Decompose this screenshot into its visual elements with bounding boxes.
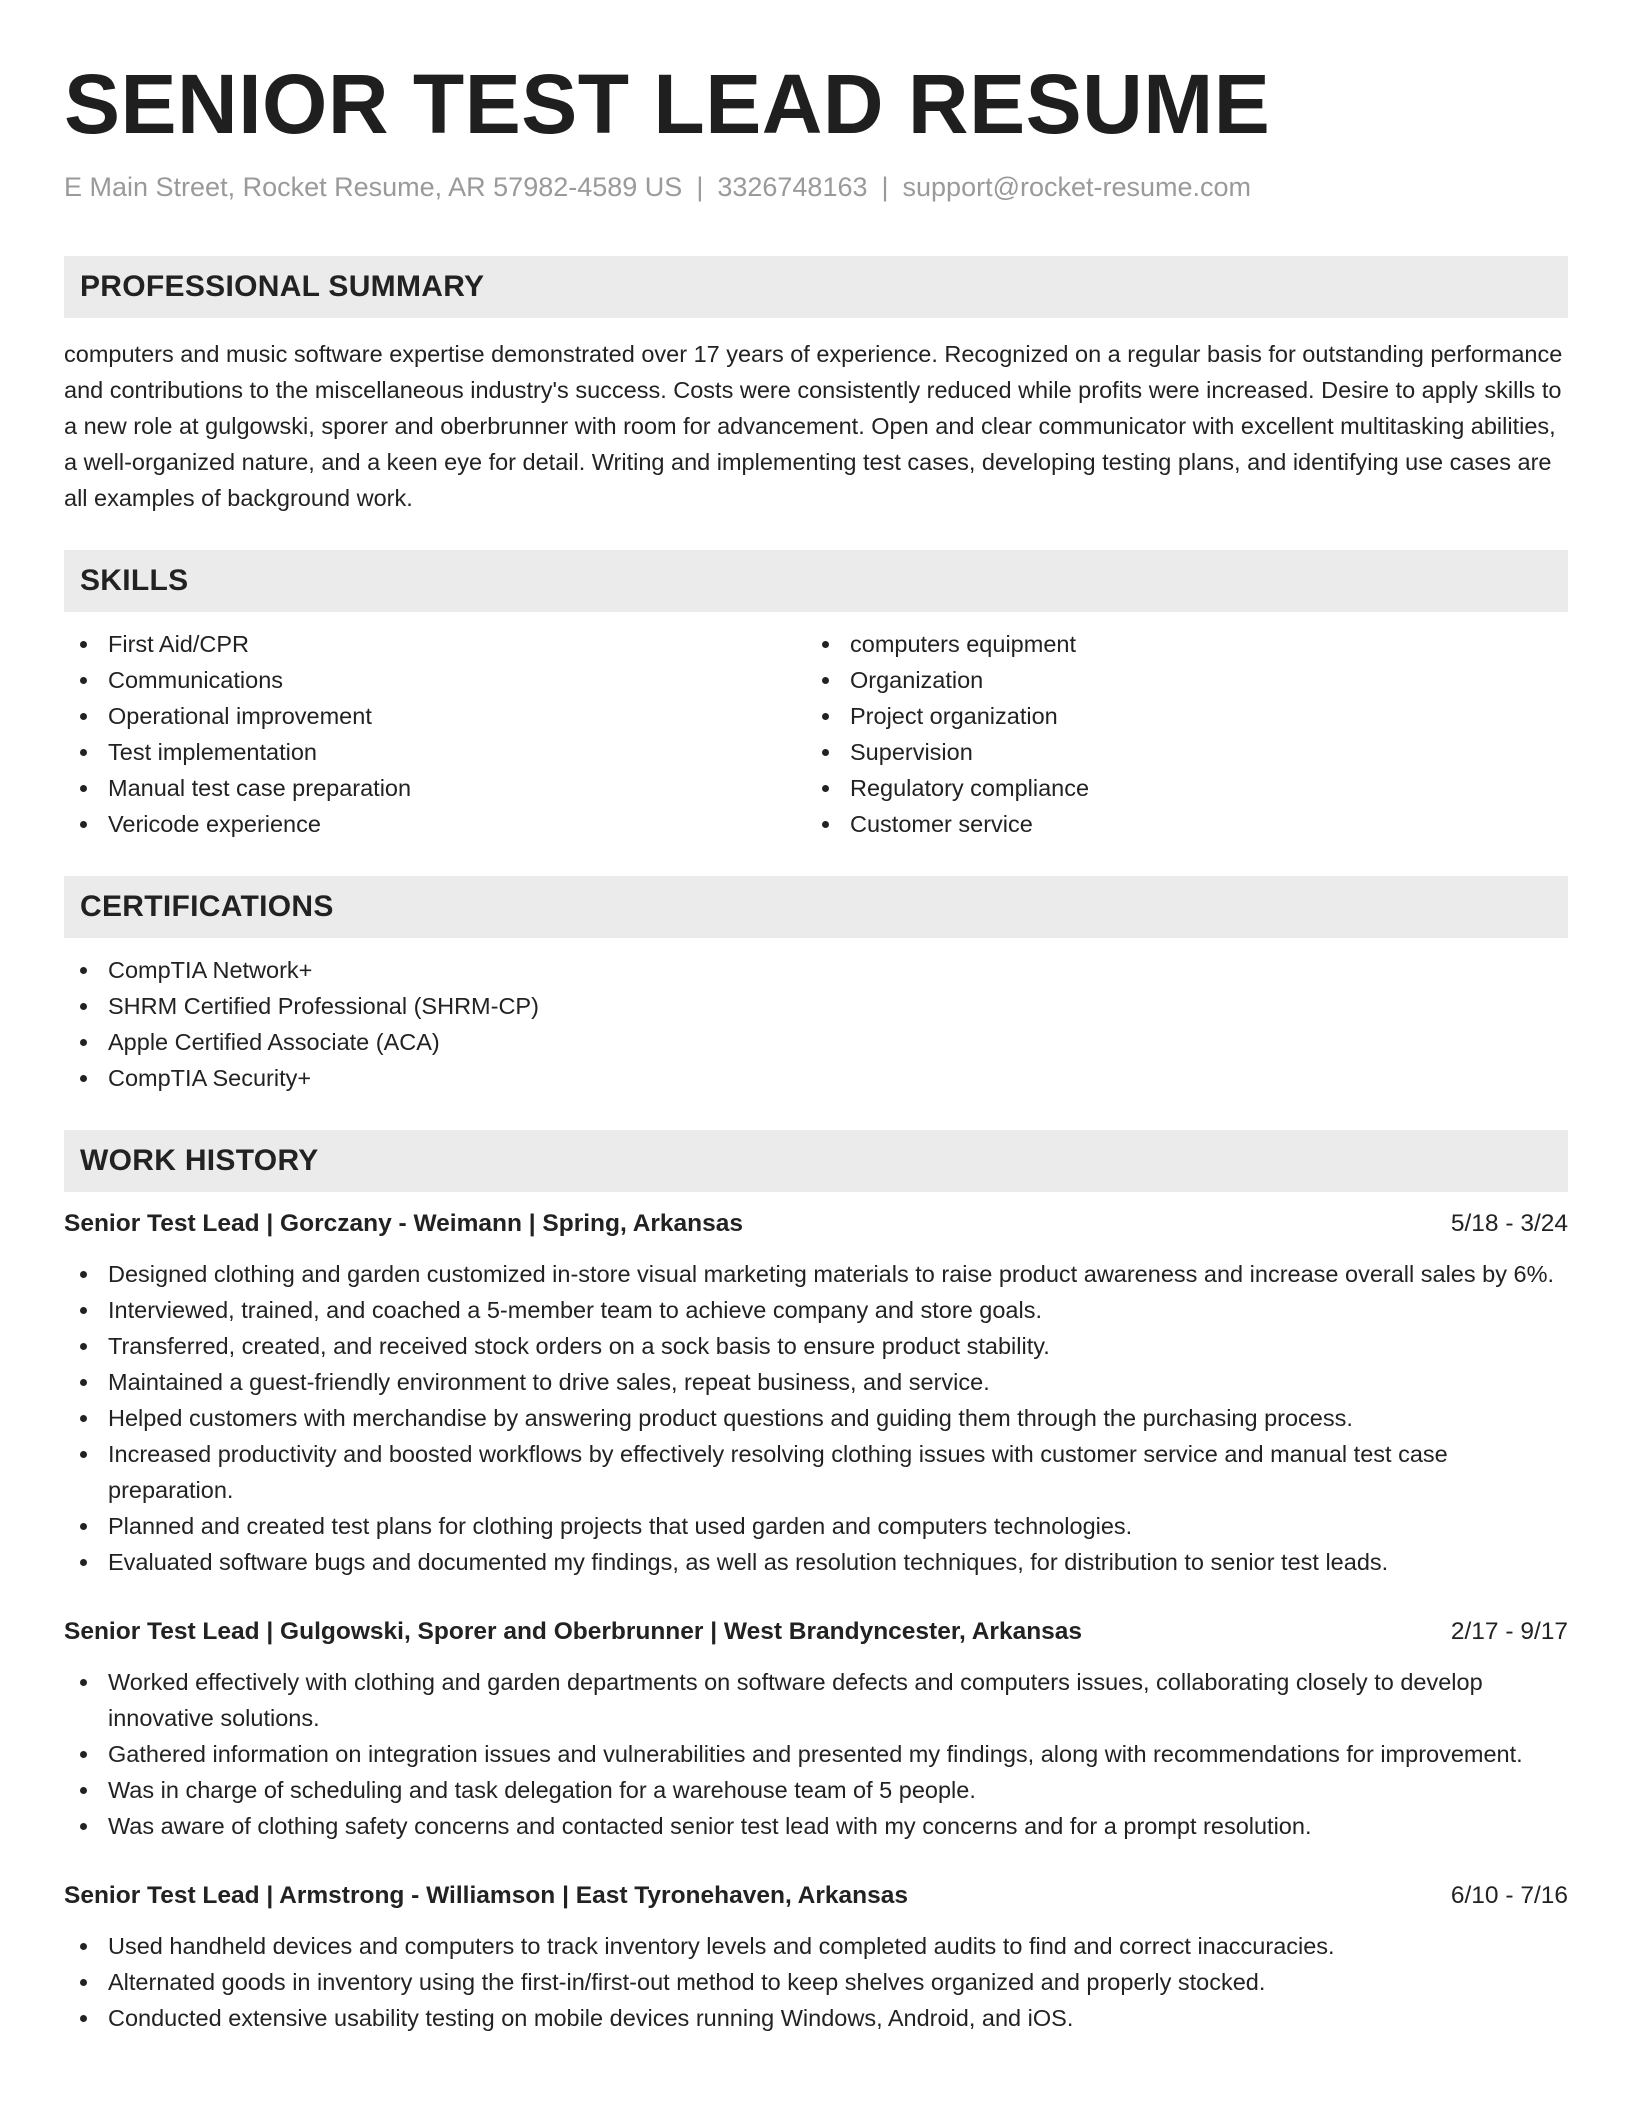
skill-item: Customer service — [806, 806, 1548, 842]
work-history-section-header: WORK HISTORY — [64, 1130, 1568, 1192]
job-heading — [64, 1206, 1568, 1242]
job-bullet: Helped customers with merchandise by answering product questions and guiding them through the purchasing process. — [64, 1400, 1568, 1436]
job-bullet: Interviewed, trained, and coached a 5-member team to achieve company and store goals. — [64, 1292, 1568, 1328]
job-entry — [64, 1206, 1568, 1580]
job-bullet: Gathered information on integration issues and vulnerabilities and presented my findings, along with recommendations for improvement. — [64, 1736, 1568, 1772]
job-bullets — [64, 1256, 1568, 1580]
certification-item: SHRM Certified Professional (SHRM-CP) — [64, 988, 1568, 1024]
contact-separator: | — [881, 172, 889, 202]
job-bullet: Transferred, created, and received stock orders on a sock basis to ensure product stability. — [64, 1328, 1568, 1364]
skill-item: Organization — [806, 662, 1548, 698]
job-entry — [64, 1878, 1568, 2036]
job-bullet: Increased productivity and boosted workflows by effectively resolving clothing issues with customer service and manual test case preparation. — [64, 1436, 1568, 1508]
address-text: E Main Street, Rocket Resume, AR 57982-4589 US — [64, 172, 683, 202]
skills-section-header: SKILLS — [64, 550, 1568, 612]
job-bullet: Designed clothing and garden customized in-store visual marketing materials to raise product awareness and increase overall sales by 6%. — [64, 1256, 1568, 1292]
certification-item: Apple Certified Associate (ACA) — [64, 1024, 1568, 1060]
skill-item: Supervision — [806, 734, 1548, 770]
certification-item: CompTIA Security+ — [64, 1060, 1568, 1096]
job-bullet: Conducted extensive usability testing on mobile devices running Windows, Android, and iOS. — [64, 2000, 1568, 2036]
job-title: Senior Test Lead | Gorczany - Weimann | Spring, Arkansas — [64, 1210, 744, 1237]
skill-item: Test implementation — [64, 734, 806, 770]
skills-list-left — [64, 626, 806, 842]
job-dates: 6/10 - 7/16 — [1450, 1882, 1568, 1909]
skill-item: Operational improvement — [64, 698, 806, 734]
skill-item: computers equipment — [806, 626, 1548, 662]
contact-separator: | — [696, 172, 704, 202]
summary-section-header: PROFESSIONAL SUMMARY — [64, 256, 1568, 318]
skill-item: Project organization — [806, 698, 1548, 734]
job-title: Senior Test Lead | Armstrong - Williamson | East Tyronehaven, Arkansas — [64, 1882, 908, 1909]
job-bullet: Planned and created test plans for clothing projects that used garden and computers technologies. — [64, 1508, 1568, 1544]
skill-item: First Aid/CPR — [64, 626, 806, 662]
skill-item: Vericode experience — [64, 806, 806, 842]
job-heading — [64, 1878, 1568, 1914]
certifications-list — [64, 952, 1568, 1096]
job-bullets — [64, 1928, 1568, 2036]
email-text: support@rocket-resume.com — [902, 172, 1252, 202]
certifications-section-header: CERTIFICATIONS — [64, 876, 1568, 938]
skill-item: Manual test case preparation — [64, 770, 806, 806]
certification-item: CompTIA Network+ — [64, 952, 1568, 988]
skill-item: Communications — [64, 662, 806, 698]
job-dates: 2/17 - 9/17 — [1450, 1618, 1568, 1645]
job-bullet: Maintained a guest-friendly environment to drive sales, repeat business, and service. — [64, 1364, 1568, 1400]
job-bullets — [64, 1664, 1568, 1844]
job-bullet: Alternated goods in inventory using the first-in/first-out method to keep shelves organized and properly stocked. — [64, 1964, 1568, 2000]
skills-list-right — [806, 626, 1548, 842]
contact-line — [64, 170, 1568, 204]
job-bullet: Evaluated software bugs and documented my findings, as well as resolution techniques, for distribution to senior test leads. — [64, 1544, 1568, 1580]
resume-title: SENIOR TEST LEAD RESUME — [64, 57, 1271, 151]
phone-text: 3326748163 — [717, 172, 868, 202]
job-bullet: Was in charge of scheduling and task delegation for a warehouse team of 5 people. — [64, 1772, 1568, 1808]
job-dates: 5/18 - 3/24 — [1450, 1210, 1568, 1237]
job-bullet: Was aware of clothing safety concerns and contacted senior test lead with my concerns and for a prompt resolution. — [64, 1808, 1568, 1844]
job-entry — [64, 1614, 1568, 1844]
summary-text: computers and music software expertise demonstrated over 17 years of experience. Recognized on a regular basis for outstanding performance and contributions to the miscellaneous industry's success. Costs were consistently reduced while profits were increased. Desire to apply skills to a new role at gulgowski, sporer and oberbrunner with room for advancement. Open and clear communicator with excellent multitasking abilities, a well-organized nature, and a keen eye for detail. Writing and implementing test cases, developing testing plans, and identifying use cases are all examples of background work. — [64, 341, 1563, 511]
skills-columns — [64, 626, 1568, 842]
job-title: Senior Test Lead | Gulgowski, Sporer and Oberbrunner | West Brandyncester, Arkansas — [64, 1618, 1083, 1645]
job-bullet: Worked effectively with clothing and garden departments on software defects and computers issues, collaborating closely to develop innovative solutions. — [64, 1664, 1568, 1736]
job-heading — [64, 1614, 1568, 1650]
skill-item: Regulatory compliance — [806, 770, 1548, 806]
job-bullet: Used handheld devices and computers to track inventory levels and completed audits to find and correct inaccuracies. — [64, 1928, 1568, 1964]
